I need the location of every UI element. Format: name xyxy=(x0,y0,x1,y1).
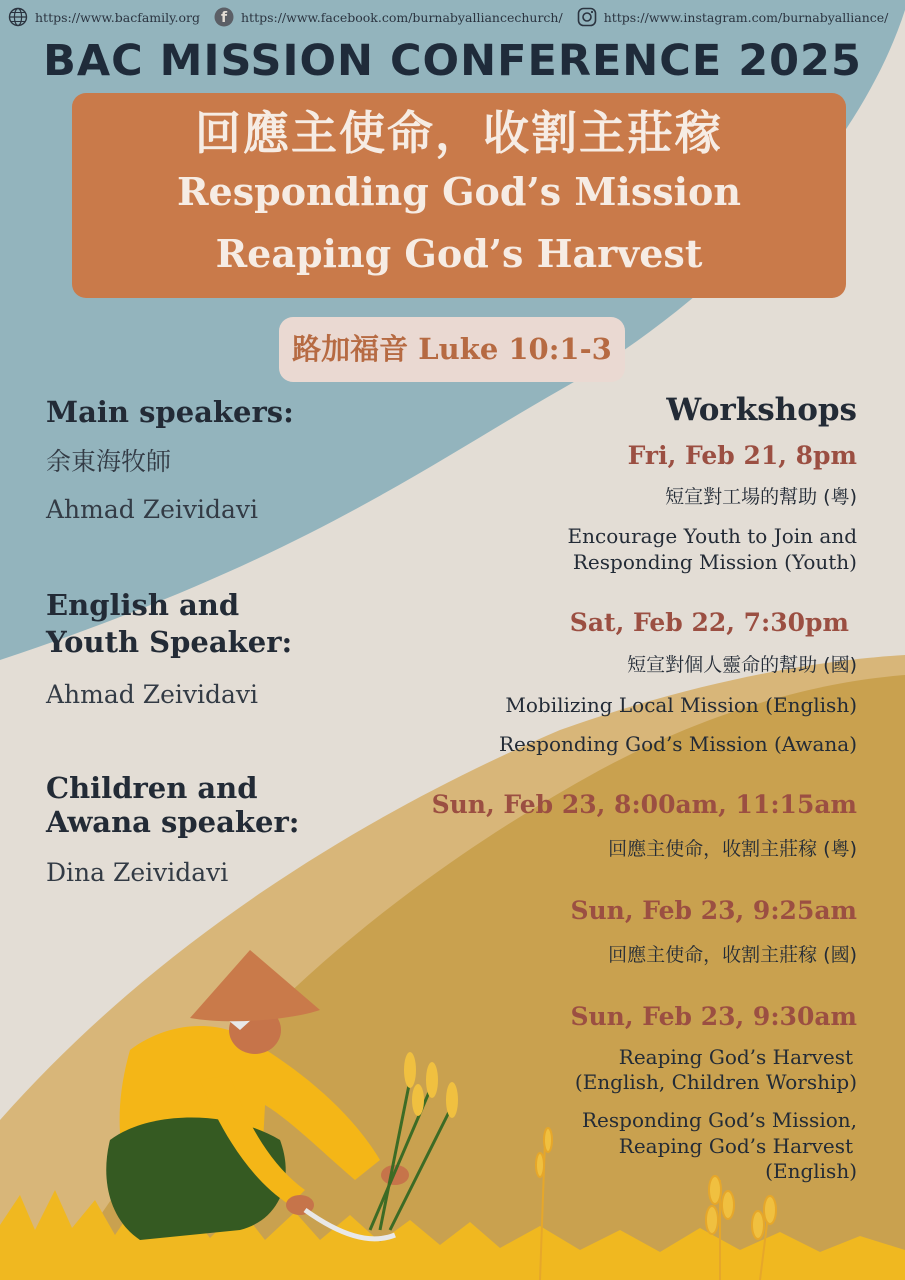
sat-item-1: 短宣對個人靈命的幫助 (國) xyxy=(627,654,857,676)
sun2-day: Sun, Feb 23, 9:25am xyxy=(570,896,857,925)
youth-speaker-heading-1: English and xyxy=(46,588,240,622)
sat-day: Sat, Feb 22, 7:30pm xyxy=(569,608,849,637)
globe-icon xyxy=(8,7,28,27)
scripture-reference: 路加福音 Luke 10:1-3 xyxy=(279,317,625,382)
main-speakers-heading: Main speakers: xyxy=(46,395,294,429)
sun3-item-1-line-2: (English, Children Worship) xyxy=(574,1070,857,1094)
theme-banner xyxy=(72,93,846,298)
main-speaker-1: 余東海牧師 xyxy=(46,447,172,476)
sun3-item-2-line-2: Reaping God’s Harvest xyxy=(618,1134,853,1158)
sun2-item-1: 回應主使命，收割主莊稼 (國) xyxy=(608,944,857,966)
main-speaker-2: Ahmad Zeividavi xyxy=(46,495,259,524)
instagram-url: https://www.instagram.com/burnabyalliance/ xyxy=(603,9,889,25)
sun1-item-1: 回應主使命，收割主莊稼 (粵) xyxy=(608,838,857,860)
facebook-link[interactable] xyxy=(214,7,563,27)
children-speaker-heading-2: Awana speaker: xyxy=(46,805,300,839)
instagram-link[interactable] xyxy=(577,7,889,27)
banner-line-1: Responding God’s Mission xyxy=(176,169,742,214)
sat-item-2: Mobilizing Local Mission (English) xyxy=(505,693,857,717)
youth-speaker-1: Ahmad Zeividavi xyxy=(46,680,259,709)
sun3-item-1-line-1: Reaping God’s Harvest xyxy=(618,1045,853,1069)
sun3-day: Sun, Feb 23, 9:30am xyxy=(570,1002,857,1031)
instagram-icon xyxy=(577,7,597,27)
facebook-url: https://www.facebook.com/burnabyalliancechurch/ xyxy=(241,9,563,25)
workshops-heading: Workshops xyxy=(666,392,857,428)
page-title: BAC MISSION CONFERENCE 2025 xyxy=(43,36,862,86)
youth-speaker-heading-2: Youth Speaker: xyxy=(46,625,293,659)
fri-day: Fri, Feb 21, 8pm xyxy=(627,441,857,470)
fri-item-2-line-2: Responding Mission (Youth) xyxy=(572,550,857,574)
website-link[interactable] xyxy=(8,7,200,27)
banner-chinese: 回應主使命，收割主莊稼 xyxy=(195,106,723,160)
sun3-item-2-line-3: (English) xyxy=(765,1159,857,1183)
banner-line-2: Reaping God’s Harvest xyxy=(215,231,703,276)
children-speaker-heading-1: Children and xyxy=(46,771,258,805)
children-speaker-1: Dina Zeividavi xyxy=(46,858,229,887)
fri-item-1: 短宣對工場的幫助 (粵) xyxy=(665,486,857,508)
sat-item-3: Responding God’s Mission (Awana) xyxy=(499,732,857,756)
facebook-icon xyxy=(214,7,234,27)
svg-text:f: f xyxy=(220,10,228,26)
sun1-day: Sun, Feb 23, 8:00am, 11:15am xyxy=(431,790,857,819)
sun3-item-2-line-1: Responding God’s Mission, xyxy=(582,1108,857,1132)
website-url: https://www.bacfamily.org xyxy=(35,9,200,25)
fri-item-2-line-1: Encourage Youth to Join and xyxy=(567,524,857,548)
social-links-bar xyxy=(8,6,901,28)
